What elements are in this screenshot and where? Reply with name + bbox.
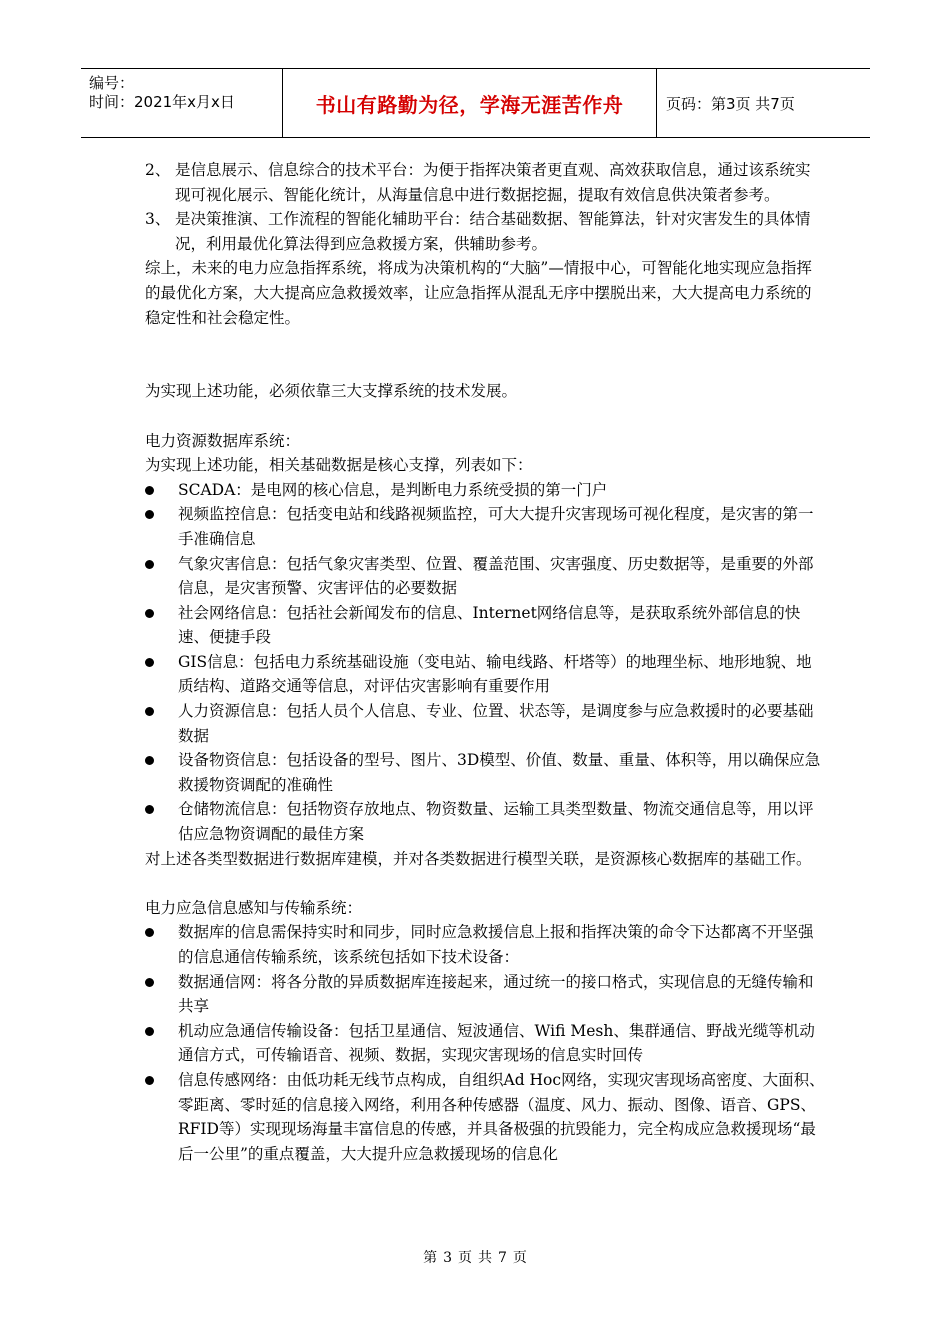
list-item-text: 视频监控信息：包括变电站和线路视频监控，可大大提升灾害现场可视化程度，是灾害的第一手准确信息	[178, 505, 814, 548]
list-item-text: 数据库的信息需保持实时和同步，同时应急救援信息上报和指挥决策的命令下达都离不开坚强的信息通信传输系统，该系统包括如下技术设备：	[178, 923, 814, 966]
list-item	[145, 552, 825, 601]
list-item	[145, 699, 825, 748]
footer-text: 页	[512, 1250, 527, 1266]
list-item-text: 数据通信网：将各分散的异质数据库连接起来，通过统一的接口格式，实现信息的无缝传输和共享	[178, 972, 814, 1016]
footer-text: 页	[458, 1250, 472, 1266]
bullet-icon	[145, 707, 154, 716]
bullet-icon	[145, 756, 154, 765]
section-title: 电力应急信息感知与传输系统：	[145, 898, 363, 917]
page-label: 页码：第3页 共7页	[666, 94, 795, 113]
list-item-text: SCADA：是电网的核心信息，是判断电力系统受损的第一门户	[178, 480, 608, 499]
list-item	[145, 748, 825, 797]
bullet-icon	[145, 486, 154, 495]
list-item	[145, 478, 825, 503]
item-text: 是决策推演、工作流程的智能化辅助平台：结合基础数据、智能算法，针对灾害发生的具体情况，利用最优化算法得到应急救援方案，供辅助参考。	[175, 210, 811, 253]
section-lead: 为实现上述功能，相关基础数据是核心支撑，列表如下：	[145, 456, 533, 475]
date-label: 时间：2021年x月x日	[89, 93, 235, 111]
document-body	[145, 158, 825, 1166]
numbered-item	[145, 207, 825, 256]
list-item	[145, 797, 825, 846]
item-text: 是信息展示、信息综合的技术平台：为便于指挥决策者更直观、高效获取信息，通过该系统实现可视化展示、智能化统计，从海量信息中进行数据挖掘，提取有效信息供决策者参考。	[175, 161, 811, 204]
item-number: 3、	[145, 210, 171, 229]
list-item	[145, 601, 825, 650]
list-item	[145, 1068, 825, 1166]
bullet-icon	[145, 510, 154, 519]
header-table	[81, 68, 870, 138]
bullet-icon	[145, 1027, 154, 1036]
list-item-text: 仓储物流信息：包括物资存放地点、物资数量、运输工具类型数量、物流交通信息等，用以评估应急物资调配的最佳方案	[178, 800, 814, 844]
list-item	[145, 502, 825, 551]
bullet-icon	[145, 805, 154, 814]
bullet-icon	[145, 928, 154, 937]
motto: 书山有路勤为径，学海无涯苦作舟	[283, 69, 657, 137]
summary-paragraph: 综上，未来的电力应急指挥系统，将成为决策机构的“大脑”—情报中心，可智能化地实现应急指挥的最优化方案，大大提高应急救援效率，让应急指挥从混乱无序中摆脱出来，大大提高电力系统的稳定性和社会稳定性。	[145, 259, 812, 327]
footer-page-number: 3	[443, 1250, 452, 1266]
footer-total-pages: 7	[498, 1250, 507, 1266]
list-item	[145, 970, 825, 1019]
footer-text: 第	[423, 1250, 438, 1266]
section-closing: 对上述各类型数据进行数据库建模，并对各类数据进行模型关联，是资源核心数据库的基础工作。	[145, 849, 812, 868]
list-item-text: 设备物资信息：包括设备的型号、图片、3D模型、价值、数量、重量、体积等，用以确保应急救援物资调配的准确性	[178, 751, 821, 794]
list-item	[145, 920, 825, 969]
list-item-text: 信息传感网络：由低功耗无线节点构成，自组织Ad Hoc网络，实现灾害现场高密度、大面积、零距离、零时延的信息接入网络，利用各种传感器（温度、风力、振动、图像、语音、GPS、RFID等）实现现场海量丰富信息的传感，并具备极强的抗毁能力，完全构成应急救援现场“最后一公里”的重点覆盖，大大提升应急救援现场的信息化	[178, 1070, 825, 1163]
number-label: 编号：	[89, 74, 135, 92]
bullet-icon	[145, 1076, 154, 1085]
bullet-icon	[145, 978, 154, 987]
list-item-text: 气象灾害信息：包括气象灾害类型、位置、覆盖范围、灾害强度、历史数据等，是重要的外部信息，是灾害预警、灾害评估的必要数据	[178, 554, 814, 598]
list-item-text: 社会网络信息：包括社会新闻发布的信息、Internet网络信息等，是获取系统外部信息的快速、便捷手段	[178, 603, 801, 647]
bullet-icon	[145, 560, 154, 569]
list-item-text: GIS信息：包括电力系统基础设施（变电站、输电线路、杆塔等）的地理坐标、地形地貌、地质结构、道路交通等信息，对评估灾害影响有重要作用	[178, 652, 812, 696]
intro-paragraph: 为实现上述功能，必须依靠三大支撑系统的技术发展。	[145, 382, 518, 401]
bullet-icon	[145, 609, 154, 618]
header-meta-cell	[81, 69, 283, 137]
bullet-icon	[145, 658, 154, 667]
item-number: 2、	[145, 161, 171, 179]
list-item	[145, 650, 825, 699]
section-title: 电力资源数据库系统：	[145, 431, 301, 450]
list-item-text: 机动应急通信传输设备：包括卫星通信、短波通信、Wifi Mesh、集群通信、野战光缆等机动通信方式，可传输语音、视频、数据，实现灾害现场的信息实时回传	[178, 1021, 815, 1065]
footer-text: 共	[478, 1250, 492, 1266]
list-item	[145, 1019, 825, 1068]
page-footer	[0, 1247, 950, 1267]
list-item-text: 人力资源信息：包括人员个人信息、专业、位置、状态等，是调度参与应急救援时的必要基础数据	[178, 702, 814, 745]
numbered-item	[145, 158, 825, 207]
